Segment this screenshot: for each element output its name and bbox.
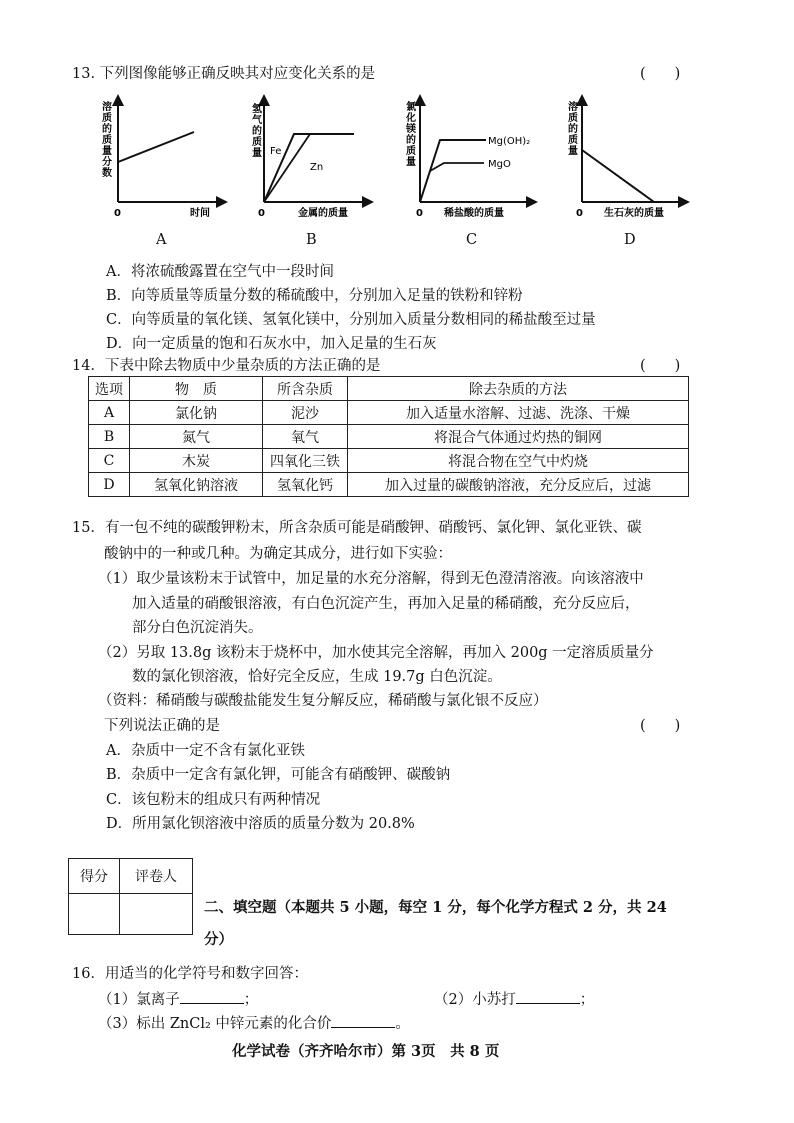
q15-info: （资料：稀硝酸与碳酸盐能发生复分解反应，稀硝酸与氯化银不反应） (98, 693, 548, 709)
score-header: 得分 (69, 859, 120, 894)
ylabel-char: 质 (102, 135, 112, 146)
page-footer: 化学试卷（齐齐哈尔市）第 3页 共 8 页 (232, 1043, 500, 1060)
ylabel-char: 溶 (568, 102, 578, 113)
graph-c-ylabel (405, 100, 416, 168)
ylabel-char: 数 (102, 168, 112, 179)
ylabel-char: 质 (102, 113, 112, 124)
table-cell: 氢氧化钙 (263, 473, 348, 497)
table-cell: 氢氧化钠溶液 (130, 473, 263, 497)
q15-step1-line3: 部分白色沉淀消失。 (132, 620, 263, 636)
q13-option-a: A．将浓硫酸露置在空气中一段时间 (106, 264, 334, 280)
q16-part3-end: 。 (395, 1016, 410, 1032)
graph-c-series-mgo: MgO (488, 159, 511, 170)
table-cell: D (89, 473, 130, 497)
q15-stem-line1: 15．有一包不纯的碳酸钾粉末，所含杂质可能是硝酸钾、硝酸钙、氯化钾、氯化亚铁、碳 (72, 520, 642, 536)
table-cell: 氧气 (263, 425, 348, 449)
graph-c-series-mgoh2: Mg(OH)₂ (488, 136, 531, 147)
q15-step2-line1: （2）另取 13.8g 该粉末于烧杯中，加水使其完全溶解，再加入 200g 一定溶质质量分 (98, 645, 654, 661)
q16-part2-blank[interactable] (516, 989, 580, 1004)
graph-b-ylabel (252, 102, 263, 159)
q16-part2-label: （2）小苏打 (434, 992, 516, 1008)
q15-step1-line2: 加入适量的硝酸银溶液，有白色沉淀产生，再加入足量的稀硝酸，充分反应后， (132, 596, 640, 612)
q16-part1 (98, 988, 258, 1009)
ylabel-char: 的 (406, 135, 416, 146)
table-cell: 四氧化三铁 (263, 449, 348, 473)
graph-b-zn-line (264, 134, 310, 202)
table-cell: A (89, 401, 130, 425)
q14-answer-paren: ( ) (640, 358, 681, 374)
graph-d-ylabel (568, 100, 578, 157)
graph-a (96, 96, 226, 230)
graph-d-curve (582, 150, 654, 202)
graph-d-origin: 0 (576, 208, 583, 219)
ylabel-char: 量 (568, 146, 578, 157)
ylabel-char: 量 (406, 157, 416, 168)
graph-d-letter: D (624, 232, 636, 248)
graph-a-letter: A (156, 232, 167, 248)
graph-a-xlabel: 时间 (190, 208, 210, 219)
ylabel-char: 质 (568, 113, 578, 124)
graph-b-series-fe: Fe (270, 146, 282, 157)
ylabel-char: 镁 (406, 124, 416, 135)
table-cell: 加入适量水溶解、过滤、洗涤、干燥 (348, 401, 689, 425)
table-cell: 氮气 (130, 425, 263, 449)
q16-part3-label: （3）标出 ZnCl₂ 中锌元素的化合价 (98, 1016, 332, 1032)
table-cell: 氯化钠 (130, 401, 263, 425)
q14-stem: 14．下表中除去物质中少量杂质的方法正确的是 (72, 358, 381, 374)
ylabel-char: 质 (568, 135, 578, 146)
ylabel-char: 质 (406, 146, 416, 157)
ylabel-char: 氢 (252, 104, 262, 115)
q16-part2 (434, 988, 594, 1009)
graph-c (404, 96, 554, 230)
graph-b-fe-line (264, 134, 354, 202)
q15-option-c: C．该包粉末的组成只有两种情况 (106, 792, 321, 808)
table-header: 所含杂质 (263, 377, 348, 401)
table-header-row (89, 377, 689, 401)
section2-title: 二、填空题（本题共 5 小题，每空 1 分，每个化学方程式 2 分，共 24 (204, 899, 667, 916)
ylabel-char: 溶 (102, 102, 112, 113)
graph-c-mgo-line (430, 163, 484, 171)
ylabel-char: 量 (252, 148, 262, 159)
ylabel-char: 质 (252, 137, 262, 148)
q16-part3-blank[interactable] (331, 1013, 395, 1028)
table-cell: 将混合物在空气中灼烧 (348, 449, 689, 473)
table-cell: C (89, 449, 130, 473)
graph-b (254, 96, 384, 230)
graph-c-letter: C (466, 232, 478, 248)
score-cell[interactable] (69, 894, 120, 935)
grader-header: 评卷人 (120, 859, 193, 894)
table-row (89, 449, 689, 473)
table-cell: 将混合气体通过灼热的铜网 (348, 425, 689, 449)
q16-part1-blank[interactable] (180, 989, 244, 1004)
q16-part2-end: ； (579, 992, 595, 1008)
q16-part1-label: （1）氯离子 (98, 992, 180, 1008)
q15-option-d: D．所用氯化钡溶液中溶质的质量分数为 20.8% (106, 816, 415, 832)
graph-a-curve (118, 132, 194, 162)
graph-d (560, 96, 690, 230)
score-box (68, 858, 193, 935)
ylabel-char: 量 (102, 146, 112, 157)
q13-option-d: D．向一定质量的饱和石灰水中，加入足量的生石灰 (106, 336, 437, 352)
q16-part1-end: ； (243, 992, 259, 1008)
graph-b-origin: 0 (258, 208, 265, 219)
ylabel-char: 的 (568, 124, 578, 135)
table-cell: B (89, 425, 130, 449)
ylabel-char: 的 (252, 126, 262, 137)
q15-ask: 下列说法正确的是 (104, 718, 220, 734)
q13-stem: 13. 下列图像能够正确反映其对应变化关系的是 (72, 66, 376, 82)
ylabel-char: 氯 (406, 102, 416, 113)
table-header: 选项 (89, 377, 130, 401)
q16-part3 (98, 1012, 410, 1033)
table-header: 物 质 (130, 377, 263, 401)
q15-step2-line2: 数的氯化钡溶液，恰好完全反应，生成 19.7g 白色沉淀。 (132, 669, 502, 685)
ylabel-char: 分 (102, 157, 112, 168)
q15-option-b: B．杂质中一定含有氯化钾，可能含有硝酸钾、碳酸钠 (106, 767, 451, 783)
graph-d-xlabel: 生石灰的质量 (604, 208, 664, 219)
table-row (89, 425, 689, 449)
q13-answer-paren: ( ) (640, 66, 681, 82)
table-header: 除去杂质的方法 (348, 377, 689, 401)
q15-answer-paren: ( ) (640, 718, 681, 734)
graph-c-mgoh2-line (420, 140, 486, 202)
ylabel-char: 化 (406, 113, 416, 124)
section2-title-cont: 分） (204, 931, 233, 948)
ylabel-char: 的 (102, 124, 112, 135)
q13-option-c: C．向等质量的氧化镁、氢氧化镁中，分别加入质量分数相同的稀盐酸至过量 (106, 312, 596, 328)
table-cell: 泥沙 (263, 401, 348, 425)
q15-option-a: A．杂质中一定不含有氯化亚铁 (106, 743, 305, 759)
graph-b-xlabel: 金属的质量 (298, 208, 348, 219)
ylabel-char: 气 (252, 115, 262, 126)
q16-stem: 16．用适当的化学符号和数字回答： (72, 966, 308, 982)
table-cell: 木炭 (130, 449, 263, 473)
graph-b-letter: B (306, 232, 317, 248)
q14-table (88, 376, 689, 497)
q15-step1-line1: （1）取少量该粉末于试管中，加足量的水充分溶解，得到无色澄清溶液。向该溶液中 (98, 571, 644, 587)
graph-a-origin: 0 (114, 208, 121, 219)
table-row (89, 473, 689, 497)
table-cell: 加入过量的碳酸钠溶液，充分反应后，过滤 (348, 473, 689, 497)
table-row (89, 401, 689, 425)
graph-b-series-zn: Zn (310, 162, 324, 173)
graph-c-xlabel: 稀盐酸的质量 (444, 208, 504, 219)
q15-stem-line2: 酸钠中的一种或几种。为确定其成分，进行如下实验： (104, 546, 452, 562)
graph-a-ylabel (102, 100, 112, 179)
graph-c-origin: 0 (416, 208, 423, 219)
q13-option-b: B．向等质量等质量分数的稀硫酸中，分别加入足量的铁粉和锌粉 (106, 288, 523, 304)
grader-cell[interactable] (120, 894, 193, 935)
